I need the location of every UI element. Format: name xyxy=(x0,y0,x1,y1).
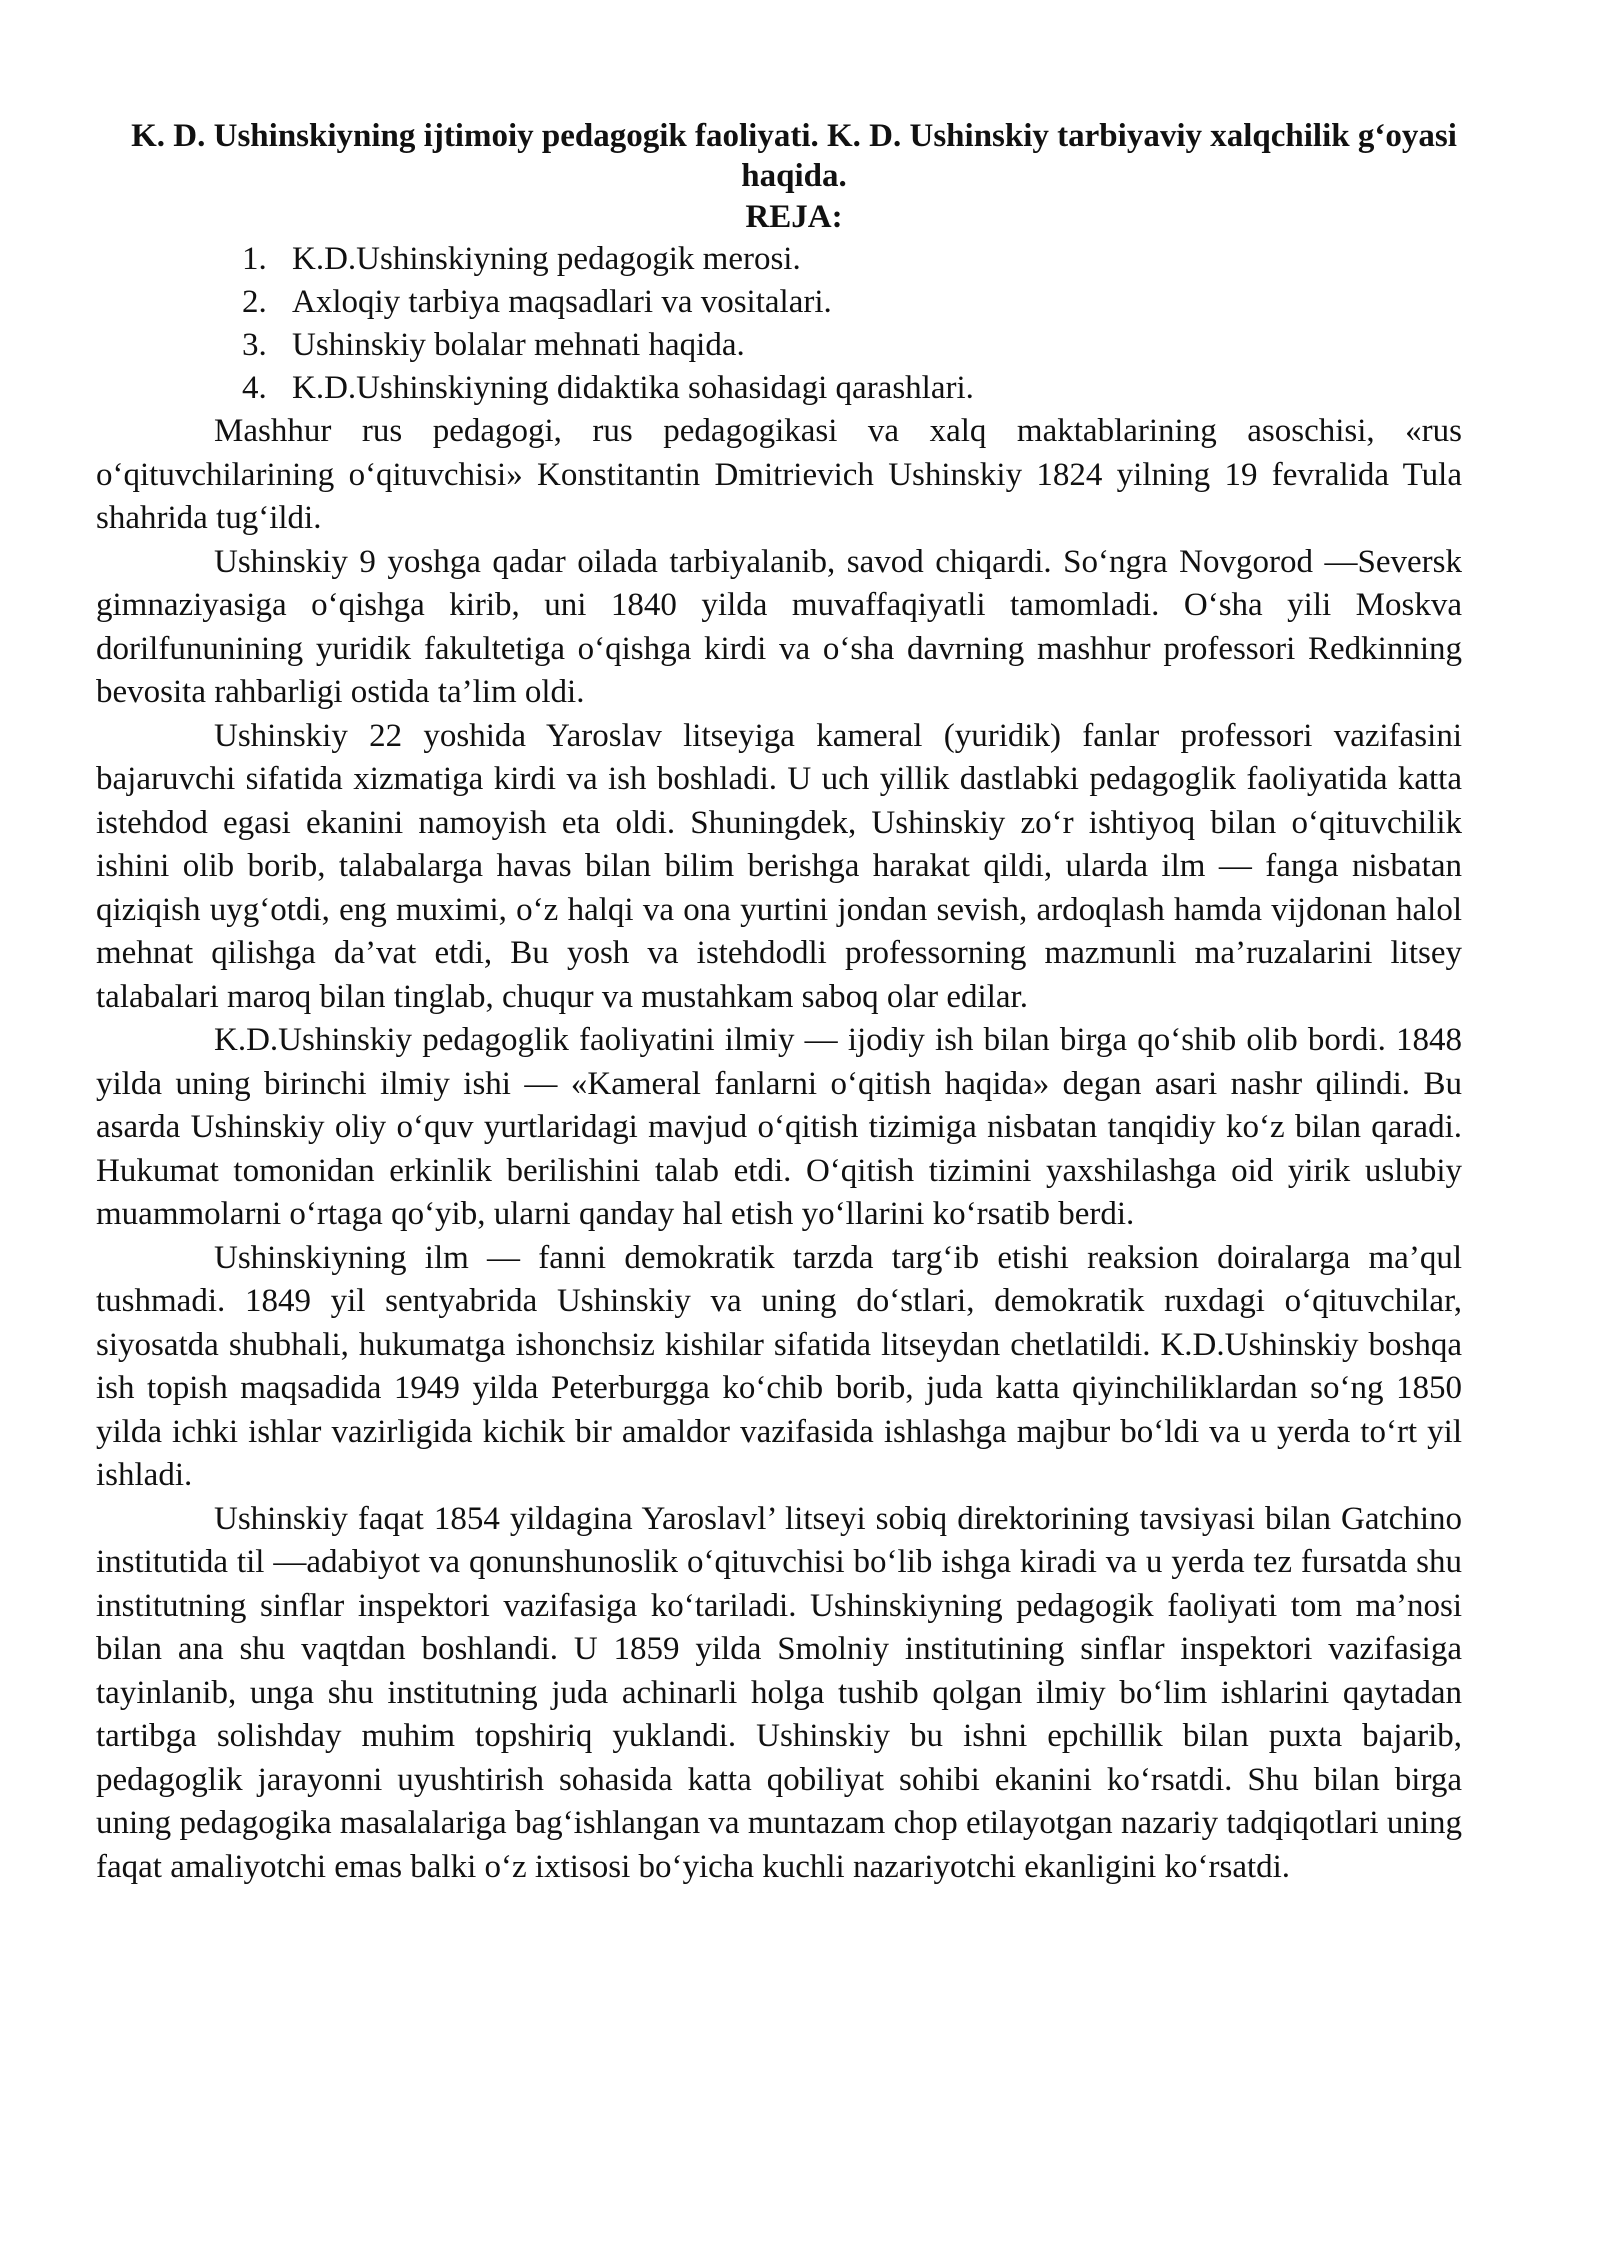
body-paragraph: Ushinskiy faqat 1854 yildagina Yaroslavl’ litseyi sobiq direktorining tavsiyasi bilan Gatchino institutida til —adabiyot va qonunshunoslik o‘qituvchisi bo‘lib ishga kiradi va u yerda tez fursatda shu institutning sinflar inspektori vazifasiga ko‘tariladi. Ushinskiyning pedagogik faoliyati tom ma’nosi bilan ana shu vaqtdan boshlandi. U 1859 yilda Smolniy institutining sinflar inspektori vazifasiga tayinlanib, unga shu institutning juda achinarli holga tushib qolgan ilmiy bo‘lim ishlarini qaytadan tartibga solishday muhim topshiriq yuklandi. Ushinskiy bu ishni epchillik bilan puxta bajarib, pedagoglik jarayonni uyushtirish sohasida katta qobiliyat sohibi ekanini ko‘rsatdi. Shu bilan birga uning pedagogika masalalariga bag‘ishlangan va muntazam chop etilayotgan nazariy tadqiqotlari uning faqat amaliyotchi emas balki o‘z ixtisosi bo‘yicha kuchli nazariyotchi ekanligini ko‘rsatdi. xyxy=(96,1500,1462,1885)
plan-item-text: Ushinskiy bolalar mehnati haqida. xyxy=(292,327,745,363)
plan-item-number: 2. xyxy=(242,284,267,320)
plan-item xyxy=(242,324,1462,367)
plan-item-text: K.D.Ushinskiyning pedagogik merosi. xyxy=(292,241,801,277)
body-paragraph: K.D.Ushinskiy pedagoglik faoliyatini ilmiy — ijodiy ish bilan birga qo‘shib olib bordi. 1848 yilda uning birinchi ilmiy ishi — «Kameral fanlarni o‘qitish haqida» degan asari nashr qilindi. Bu asarda Ushinskiy oliy o‘quv yurtlaridagi mavjud o‘qitish tizimiga nisbatan tanqidiy ko‘z bilan qaradi. Hukumat tomonidan erkinlik berilishini talab etdi. O‘qitish tizimini yaxshilashga oid yirik uslubiy muammolarni o‘rtaga qo‘yib, ularni qanday hal etish yo‘llarini ko‘rsatib berdi. xyxy=(96,1022,1462,1232)
plan-heading: REJA: xyxy=(745,199,843,235)
document-title: K. D. Ushinskiyning ijtimoiy pedagogik faoliyati. K. D. Ushinskiy tarbiyaviy xalqchilik g‘oyasi haqida. xyxy=(131,118,1457,194)
plan-item-text: K.D.Ushinskiyning didaktika sohasidagi qarashlari. xyxy=(292,370,974,406)
plan-item-number: 4. xyxy=(242,370,267,406)
body-paragraph: Ushinskiy 22 yoshida Yaroslav litseyiga kameral (yuridik) fanlar professori vazifasini bajaruvchi sifatida xizmatiga kirdi va ish boshladi. U uch yillik dastlabki pedagoglik faoliyatida katta istehdod egasi ekanini namoyish eta oldi. Shuningdek, Ushinskiy zo‘r ishtiyoq bilan o‘qituvchilik ishini olib borib, talabalarga havas bilan bilim berishga harakat qildi, ularda ilm — fanga nisbatan qiziqish uyg‘otdi, eng muximi, o‘z halqi va ona yurtini jondan sevish, ardoqlash hamda vijdonan halol mehnat qilishga da’vat etdi, Bu yosh va istehdodli professorning mazmunli ma’ruzalarini litsey talabalari maroq bilan tinglab, chuqur va mustahkam saboq olar edilar. xyxy=(96,717,1462,1015)
plan-list xyxy=(96,238,1462,410)
plan-item xyxy=(242,238,1462,281)
body-paragraph: Ushinskiyning ilm — fanni demokratik tarzda targ‘ib etishi reaksion doiralarga ma’qul tushmadi. 1849 yil sentyabrida Ushinskiy va uning do‘stlari, demokratik ruxdagi o‘qituvchilar, siyosatda shubhali, hukumatga ishonchsiz kishilar sifatida litseydan chetlatildi. K.D.Ushinskiy boshqa ish topish maqsadida 1949 yilda Peterburgga ko‘chib borib, juda katta qiyinchiliklardan so‘ng 1850 yilda ichki ishlar vazirligida kichik bir amaldor vazifasida ishlashga majbur bo‘ldi va u yerda to‘rt yil ishladi. xyxy=(96,1239,1462,1493)
plan-item xyxy=(242,367,1462,410)
body-paragraph: Ushinskiy 9 yoshga qadar oilada tarbiyalanib, savod chiqardi. So‘ngra Novgorod —Seversk gimnaziyasiga o‘qishga kirib, uni 1840 yilda muvaffaqiyatli tamomladi. O‘sha yili Moskva dorilfununining yuridik fakultetiga o‘qishga kirdi va o‘sha davrning mashhur professori Redkinning bevosita rahbarligi ostida ta’lim oldi. xyxy=(96,543,1462,710)
plan-item-number: 1. xyxy=(242,241,267,277)
plan-item xyxy=(242,281,1462,324)
plan-item-number: 3. xyxy=(242,327,267,363)
plan-item-text: Axloqiy tarbiya maqsadlari va vositalari. xyxy=(292,284,832,320)
body-paragraph: Mashhur rus pedagogi, rus pedagogikasi va xalq maktablarining asoschisi, «rus o‘qituvchilarining o‘qituvchisi» Konstitantin Dmitrievich Ushinskiy 1824 yilning 19 fevralida Tula shahrida tug‘ildi. xyxy=(96,413,1462,536)
